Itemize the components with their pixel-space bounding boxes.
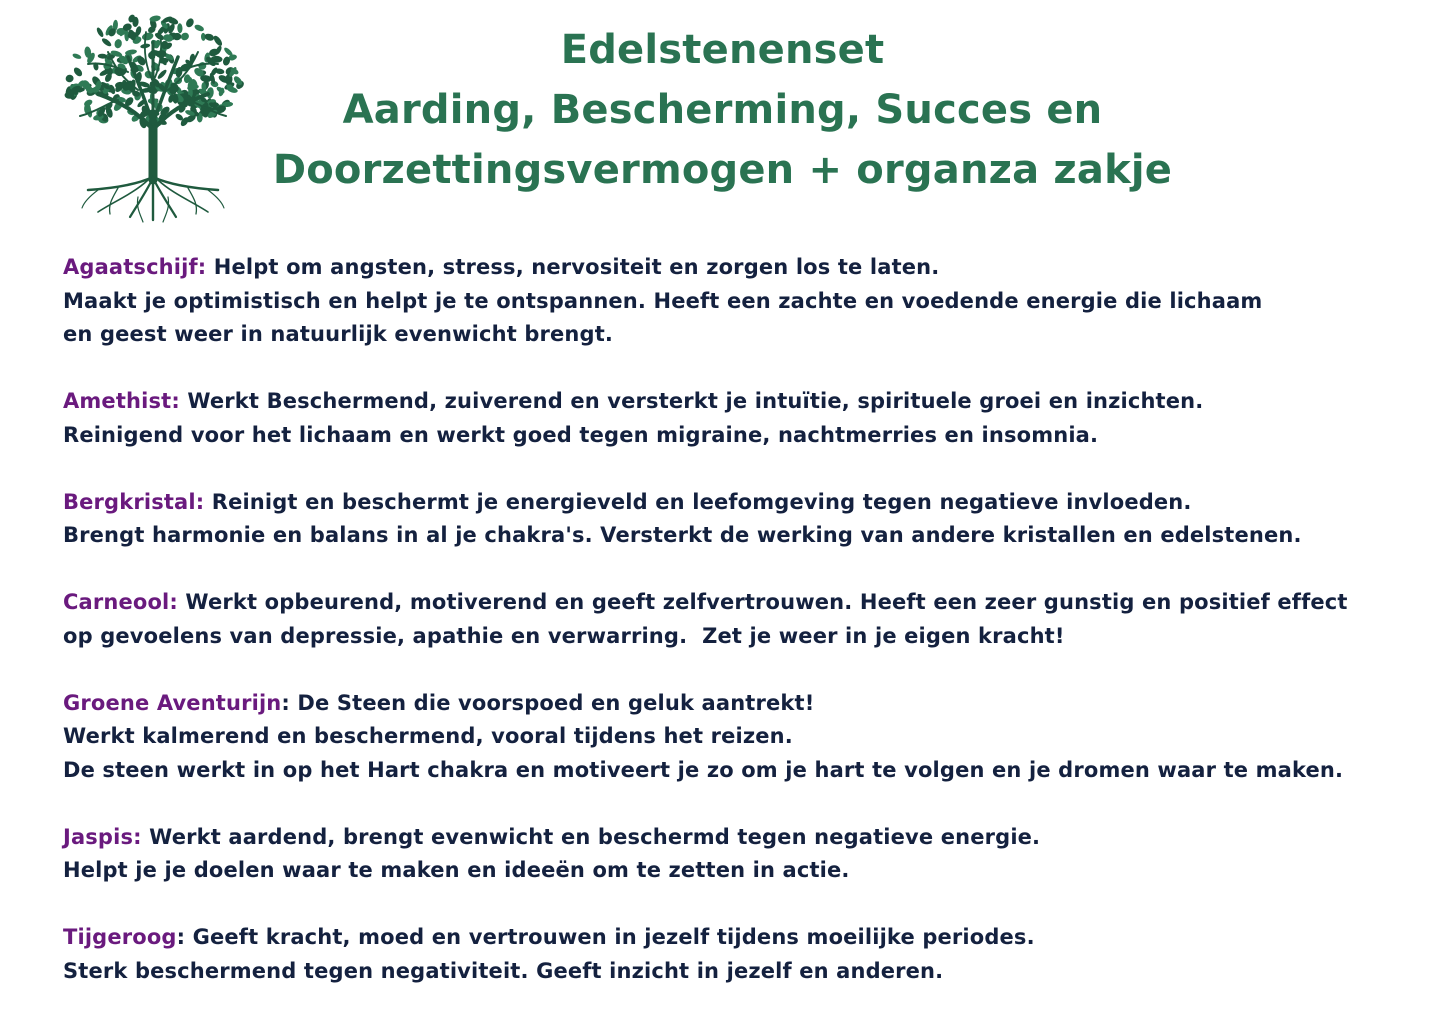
stone-description-line: Reinigend voor het lichaam en werkt goed tegen migraine, nachtmerries en insomnia. xyxy=(63,422,1099,447)
stone-description: Geeft kracht, moed en vertrouwen in jezelf tijdens moeilijke periodes. xyxy=(185,925,1035,949)
stone-list xyxy=(63,251,1433,1022)
stone-name: Tijgeroog xyxy=(63,925,177,949)
stone-name: Bergkristal xyxy=(63,489,196,514)
stone-first-line xyxy=(63,821,1433,855)
stone-description-line: Brengt harmonie en balans in al je chakra's. Versterkt de werking van andere kristallen en edelstenen. xyxy=(63,523,1302,547)
stone-entry xyxy=(63,251,1433,352)
stone-entry xyxy=(63,586,1433,653)
stone-name-separator: : xyxy=(171,389,180,413)
page-title xyxy=(250,20,1195,200)
stone-name: Agaatschijf xyxy=(63,255,198,279)
stone-name: Amethist xyxy=(63,389,172,413)
stone-description-line: Helpt je je doelen waar te maken en ideeën om te zetten in actie. xyxy=(63,858,850,882)
stone-first-line xyxy=(63,687,1433,721)
leaf xyxy=(72,66,84,78)
stone-description-line: De steen werkt in op het Hart chakra en motiveert je zo om je hart te volgen en je dromen waar te maken. xyxy=(63,757,1344,782)
leaf xyxy=(212,34,223,47)
leaf xyxy=(101,37,113,48)
stone-name: Groene Aventurijn xyxy=(63,690,282,715)
leaf xyxy=(95,27,104,38)
stone-first-line xyxy=(63,486,1433,520)
stone-description-line: en geest weer in natuurlijk evenwicht brengt. xyxy=(63,322,614,346)
stone-name: Jaspis xyxy=(63,824,134,849)
stone-description: De Steen die voorspoed en geluk aantrekt! xyxy=(289,690,815,715)
stone-entry xyxy=(63,921,1433,988)
leaf xyxy=(177,23,183,33)
leaf xyxy=(204,33,215,42)
stone-entry xyxy=(63,385,1433,452)
stone-description-line: Werkt kalmerend en beschermend, vooral tijdens het reizen. xyxy=(63,724,793,748)
stone-description: Werkt aardend, brengt evenwicht en beschermd tegen negatieve energie. xyxy=(141,824,1041,849)
stone-description: Werkt Beschermend, zuiverend en versterkt je intuïtie, spirituele groei en inzichten. xyxy=(179,389,1204,413)
stone-entry xyxy=(63,821,1433,888)
stone-name-separator: : xyxy=(176,925,186,949)
title-line: Doorzettingsvermogen + organza zakje xyxy=(272,147,1173,193)
leaf xyxy=(193,23,204,32)
stone-entry xyxy=(63,486,1433,553)
title-line: Edelstenenset xyxy=(560,27,885,73)
stone-description: Werkt opbeurend, motiverend en geeft zelfvertrouwen. Heeft een zeer gunstig en positief effect xyxy=(177,590,1348,614)
stone-description: Helpt om angsten, stress, nervositeit en zorgen los te laten. xyxy=(206,255,940,279)
tree-svg xyxy=(58,12,248,224)
leaf xyxy=(114,38,123,48)
stone-name-separator: : xyxy=(195,489,205,514)
stone-description: Reinigt en beschermt je energieveld en leefomgeving tegen negatieve invloeden. xyxy=(204,489,1192,514)
tree-roots xyxy=(82,177,224,222)
tree-of-life-icon xyxy=(58,12,248,224)
stone-first-line xyxy=(63,385,1433,419)
title-line: Aarding, Bescherming, Succes en xyxy=(342,87,1103,133)
stone-description-line: Sterk beschermend tegen negativiteit. Geeft inzicht in jezelf en anderen. xyxy=(63,958,944,983)
stone-name-separator: : xyxy=(281,690,290,715)
stone-entry xyxy=(63,687,1433,788)
leaf xyxy=(141,32,154,42)
stone-first-line xyxy=(63,921,1433,955)
stone-name-separator: : xyxy=(133,824,142,849)
stone-name: Carneool xyxy=(63,590,170,614)
leaf xyxy=(180,31,191,41)
stone-first-line xyxy=(63,251,1433,285)
leaf xyxy=(72,53,82,60)
leaf xyxy=(185,17,196,29)
stone-name-separator: : xyxy=(169,590,178,614)
stone-first-line xyxy=(63,586,1433,620)
stone-description-line: op gevoelens van depressie, apathie en verwarring. Zet je weer in je eigen kracht! xyxy=(63,623,1065,648)
stone-name-separator: : xyxy=(197,255,207,279)
leaf xyxy=(65,74,75,83)
stone-description-line: Maakt je optimistisch en helpt je te ontspannen. Heeft een zachte en voedende energie die lichaam xyxy=(63,288,1263,313)
